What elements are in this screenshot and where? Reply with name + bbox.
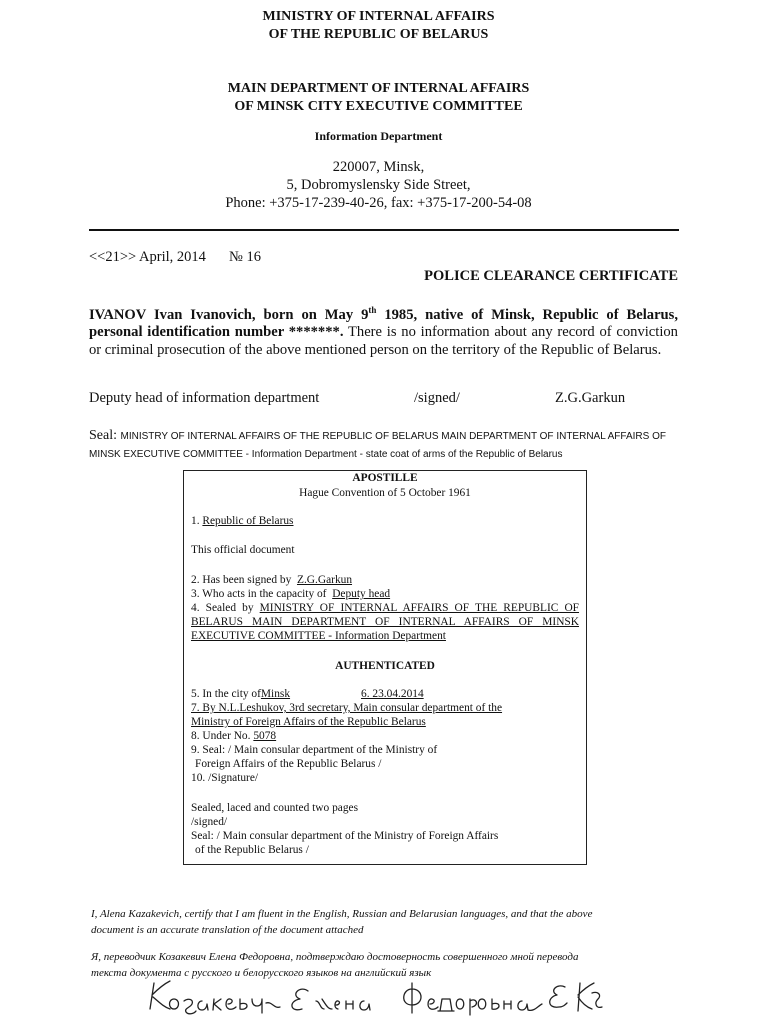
- translator-handwritten-signature: [140, 973, 610, 1021]
- ordinal-suffix: th: [368, 305, 377, 315]
- address-line-2: 5, Dobromyslensky Side Street,: [286, 177, 471, 193]
- apostille-item-8: 8. Under No. 5078: [191, 730, 277, 742]
- apostille-item-5: 5. In the city ofMinsk: [191, 687, 311, 701]
- ministry-line-1: MINISTRY OF INTERNAL AFFAIRS: [262, 9, 495, 24]
- apostille-official-document: This official document: [191, 544, 295, 556]
- person-details-bold: IVANOV Ivan Ivanovich, born on May 9: [89, 306, 369, 323]
- translator-certification-ru-2: текста документа с русского и белорусского языков на английский язык: [91, 967, 432, 979]
- under-number-value: 5078: [253, 730, 277, 742]
- seal-description: [89, 426, 689, 462]
- signed-mark: /signed/: [414, 390, 460, 406]
- information-department: Information Department: [314, 129, 443, 143]
- document-number: № 16: [229, 249, 261, 265]
- apostille-item-3: 3. Who acts in the capacity of Deputy head: [191, 588, 391, 600]
- translator-certification-en-2: document is an accurate translation of the document attached: [91, 924, 364, 936]
- apostille-title: APOSTILLE: [352, 472, 418, 484]
- department-line-1: MAIN DEPARTMENT OF INTERNAL AFFAIRS: [227, 81, 530, 96]
- translator-certification-en-1: I, Alena Kazakevich, certify that I am fluent in the English, Russian and Belarusian languages, and that the above: [91, 908, 593, 920]
- document-date: <<21>> April, 2014: [89, 249, 206, 265]
- sealed-by-value: MINISTRY OF INTERNAL AFFAIRS OF THE REPUBLIC OF BELARUS MAIN DEPARTMENT OF INTERNAL AFFAIRS OF MINSK EXECUTIVE COMMITTEE - Information Department: [191, 602, 580, 642]
- header-divider: [89, 229, 679, 231]
- seal-text: MINISTRY OF INTERNAL AFFAIRS OF THE REPUBLIC OF BELARUS MAIN DEPARTMENT OF INTERNAL AFFAIRS OF MINSK EXECUTIVE COMMITTEE - Information Department - state coat of arms of the Republic of Belarus: [89, 431, 666, 460]
- signer-name: Z.G.Garkun: [555, 390, 626, 406]
- certificate-title: POLICE CLEARANCE CERTIFICATE: [424, 268, 678, 284]
- apostille-box: [183, 470, 587, 865]
- apostille-item-7-line-2: Ministry of Foreign Affairs of the Republic Belarus: [191, 716, 426, 728]
- seal-label: Seal:: [89, 428, 121, 443]
- apostille-item-9-line-1: 9. Seal: / Main consular department of the Ministry of: [191, 744, 438, 756]
- capacity-value: Deputy head: [332, 588, 391, 600]
- apostille-item-4: 4. Sealed by MINISTRY OF INTERNAL AFFAIRS OF THE REPUBLIC OF BELARUS MAIN DEPARTMENT OF INTERNAL AFFAIRS OF MINSK EXECUTIVE COMMITTEE - Information Department: [191, 602, 580, 642]
- certificate-body: [89, 302, 678, 359]
- apostille-item-10: 10. /Signature/: [191, 772, 259, 784]
- sealed-laced-line: Sealed, laced and counted two pages: [191, 802, 358, 814]
- address-line-1: 220007, Minsk,: [332, 159, 425, 175]
- apostille-item-7-line-1: 7. By N.L.Leshukov, 3rd secretary, Main consular department of the: [191, 702, 503, 714]
- apostille-item-1: 1. Republic of Belarus: [191, 515, 294, 527]
- ministry-line-2: OF THE REPUBLIC OF BELARUS: [268, 27, 489, 42]
- apostille-seal-line-1: Seal: / Main consular department of the Ministry of Foreign Affairs: [191, 830, 499, 842]
- country-value: Republic of Belarus: [202, 515, 294, 527]
- department-line-2: OF MINSK CITY EXECUTIVE COMMITTEE: [234, 99, 523, 114]
- apostille-item-6: 6. 23.04.2014: [361, 688, 424, 700]
- apostille-item-9-line-2: Foreign Affairs of the Republic Belarus /: [195, 758, 382, 770]
- person-details-bold-rest: 1985, native of Minsk, Republic of Belarus, personal identification number *******.: [89, 306, 678, 341]
- signed-by-value: Z.G.Garkun: [296, 574, 353, 586]
- clearance-statement: There is no information about any record of conviction or criminal prosecution of the above mentioned person on the territory of the Republic of Belarus.: [89, 324, 678, 358]
- city-value: Minsk: [260, 688, 291, 700]
- signer-position: Deputy head of information department: [89, 390, 320, 406]
- address-phone-fax: Phone: +375-17-239-40-26, fax: +375-17-200-54-08: [225, 195, 532, 211]
- translator-certification-ru-1: Я, переводчик Козакевич Елена Федоровна, подтверждаю достоверность совершенного мной перевода: [91, 951, 579, 963]
- apostille-item-2: 2. Has been signed by Z.G.Garkun: [191, 574, 353, 586]
- apostille-signed-mark: /signed/: [191, 816, 228, 828]
- authenticated-heading: AUTHENTICATED: [335, 660, 435, 672]
- apostille-subtitle: Hague Convention of 5 October 1961: [299, 487, 471, 499]
- apostille-seal-line-2: of the Republic Belarus /: [195, 844, 309, 856]
